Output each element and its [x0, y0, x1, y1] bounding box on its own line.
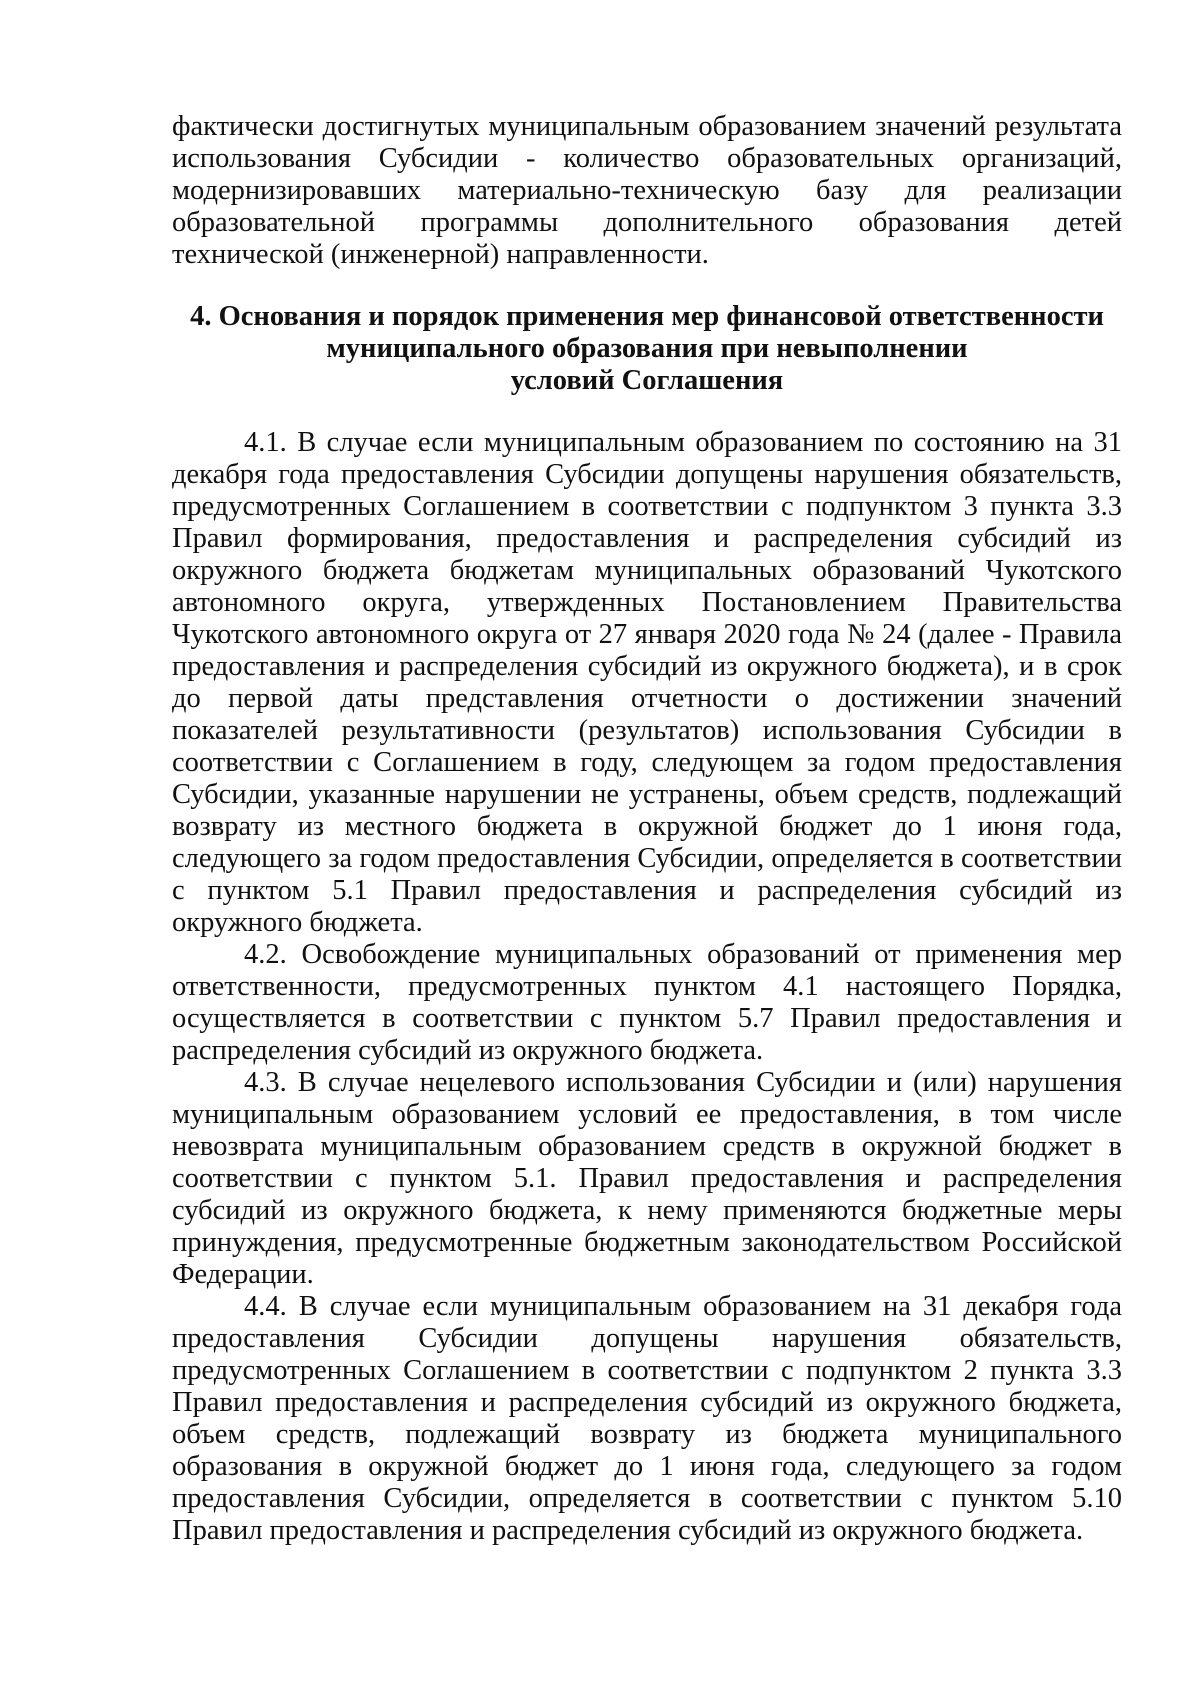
intro-paragraph: фактически достигнутых муниципальным образованием значений результата использования Субсидии - количество образовательных организаций, модернизировавших материально-техническую базу для реализации образовательной программы дополнительного образования детей технической (инженерной) направленности.: [172, 111, 1122, 270]
section-heading-line-1: 4. Основания и порядок применения мер финансовой ответственности: [190, 301, 1104, 332]
paragraph-4-2: 4.2. Освобождение муниципальных образований от применения мер ответственности, предусмотренных пунктом 4.1 настоящего Порядка, осуществляется в соответствии с пунктом 5.7 Правил предоставления и распределения субсидий из окружного бюджета.: [172, 939, 1122, 1066]
paragraph-4-1: 4.1. В случае если муниципальным образованием по состоянию на 31 декабря года предоставления Субсидии допущены нарушения обязательств, предусмотренных Соглашением в соответствии с подпунктом 3 пункта 3.3 Правил формирования, предоставления и распределения субсидий из окружного бюджета бюджетам муниципальных образований Чукотского автономного округа, утвержденных Постановлением Правительства Чукотского автономного округа от 27 января 2020 года № 24 (далее - Правила предоставления и распределения субсидий из окружного бюджета), и в срок до первой даты представления отчетности о достижении значений показателей результативности (результатов) использования Субсидии в соответствии с Соглашением в году, следующем за годом предоставления Субсидии, указанные нарушении не устранены, объем средств, подлежащий возврату из местного бюджета в окружной бюджет до 1 июня года, следующего за годом предоставления Субсидии, определяется в соответствии с пунктом 5.1 Правил предоставления и распределения субсидий из окружного бюджета.: [172, 427, 1122, 938]
document-body: [172, 111, 1122, 1547]
section-heading: [172, 301, 1122, 397]
paragraph-4-3: 4.3. В случае нецелевого использования Субсидии и (или) нарушения муниципальным образованием условий ее предоставления, в том числе невозврата муниципальным образованием средств в окружной бюджет в соответствии с пунктом 5.1. Правил предоставления и распределения субсидий из окружного бюджета, к нему применяются бюджетные меры принуждения, предусмотренные бюджетным законодательством Российской Федерации.: [172, 1067, 1122, 1290]
section-heading-line-3: условий Соглашения: [510, 365, 784, 396]
section-heading-line-2: муниципального образования при невыполнении: [326, 333, 968, 364]
paragraph-4-4: 4.4. В случае если муниципальным образованием на 31 декабря года предоставления Субсидии допущены нарушения обязательств, предусмотренных Соглашением в соответствии с подпунктом 2 пункта 3.3 Правил предоставления и распределения субсидий из окружного бюджета, объем средств, подлежащий возврату из бюджета муниципального образования в окружной бюджет до 1 июня года, следующего за годом предоставления Субсидии, определяется в соответствии с пунктом 5.10 Правил предоставления и распределения субсидий из окружного бюджета.: [172, 1291, 1122, 1546]
